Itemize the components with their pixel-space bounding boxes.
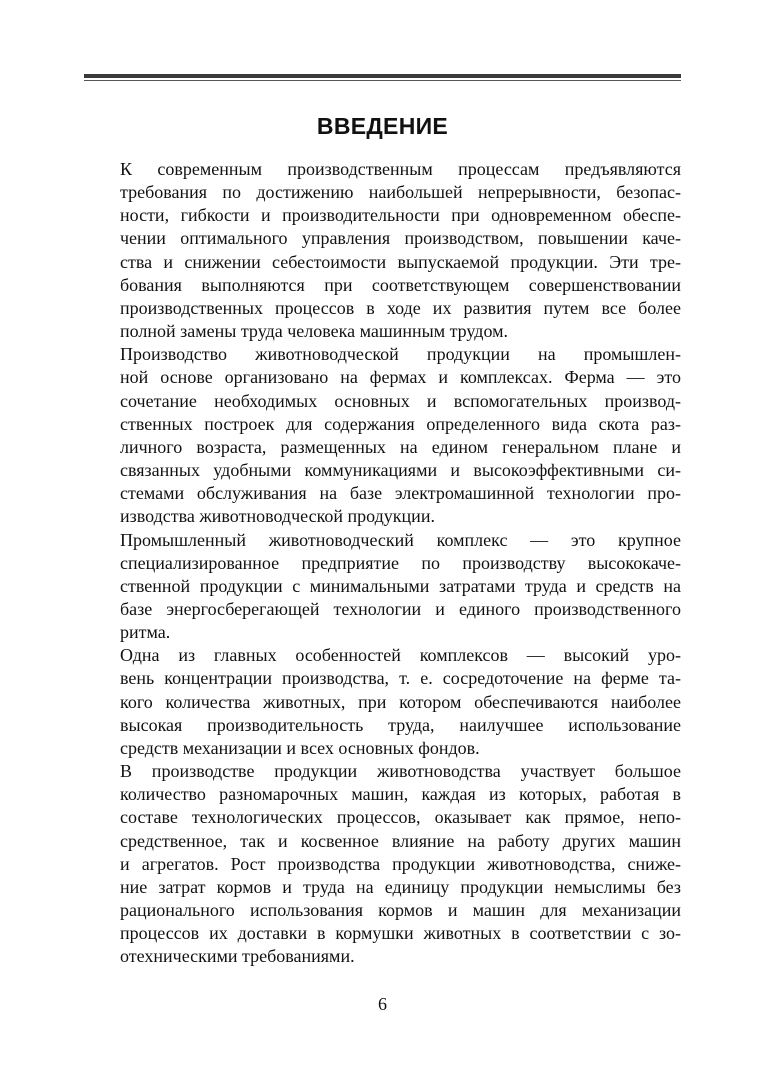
text-line: средств механизации и всех основных фондов. — [120, 737, 480, 758]
text-line: процессов их доставки в кормушки животных в соответствии с зо- — [120, 923, 681, 944]
paragraph-5 — [84, 760, 681, 968]
text-line: ности, гибкости и производительности при одновременном обеспе- — [120, 205, 681, 226]
text-line: ритма. — [120, 622, 171, 643]
text-line: ства и снижении себестоимости выпускаемой продукции. Эти тре- — [120, 251, 681, 272]
text-line: производственных процессов в ходе их развития путем все более — [120, 297, 681, 318]
text-line: изводства животноводческой продукции. — [120, 506, 435, 527]
text-line: ной основе организовано на фермах и комплексах. Ферма — это — [120, 367, 681, 388]
body-text — [84, 158, 681, 968]
text-line: Одна из главных особенностей комплексов — высокий уро- — [120, 645, 681, 666]
text-line: связанных удобными коммуникациями и высокоэффективными си- — [120, 460, 681, 481]
text-line: отехническими требованиями. — [120, 946, 355, 967]
text-line: К современным производственным процессам предъявляются — [120, 159, 681, 179]
header-rule-thick — [84, 74, 681, 78]
text-line: требования по достижению наибольшей непрерывности, безопас- — [120, 182, 681, 203]
text-line: сочетание необходимых основных и вспомогательных производ- — [120, 390, 681, 411]
paragraph-1 — [84, 158, 681, 343]
paragraph-2 — [84, 343, 681, 528]
text-line: ние затрат кормов и труда на единицу продукции немыслимы без — [120, 876, 681, 897]
text-line: В производстве продукции животноводства участвует большое — [120, 761, 681, 782]
text-line: и агрегатов. Рост производства продукции животноводства, сниже- — [120, 853, 681, 874]
text-line: ственных построек для содержания определенного вида скота раз- — [120, 413, 681, 434]
text-line: количество разномарочных машин, каждая из которых, работая в — [120, 784, 681, 805]
text-line: полной замены труда человека машинным трудом. — [120, 321, 509, 342]
text-line: вень концентрации производства, т. е. сосредоточение на ферме та- — [120, 668, 681, 689]
text-line: Производство животноводческой продукции на промышлен- — [120, 344, 681, 365]
text-line: ственной продукции с минимальными затратами труда и средств на — [120, 575, 681, 596]
paragraph-3 — [84, 529, 681, 645]
paragraph-4 — [84, 644, 681, 760]
text-line: базе энергосберегающей технологии и единого производственного — [120, 598, 681, 619]
page-number: 6 — [378, 994, 387, 1014]
text-line: Промышленный животноводческий комплекс — это крупное — [120, 529, 681, 550]
text-line: чении оптимального управления производством, повышении каче- — [120, 228, 681, 249]
text-line: составе технологических процессов, оказывает как прямое, непо- — [120, 807, 681, 828]
text-line: средственное, так и косвенное влияние на работу других машин — [120, 830, 681, 851]
text-line: кого количества животных, при котором обеспечиваются наиболее — [120, 691, 681, 712]
text-line: специализированное предприятие по производству высококаче- — [120, 552, 681, 573]
text-line: личного возраста, размещенных на едином генеральном плане и — [120, 436, 681, 457]
text-line: высокая производительность труда, наилучшее использование — [120, 714, 681, 735]
header-rule-thin — [84, 80, 681, 81]
section-heading: ВВЕДЕНИЕ — [316, 113, 449, 139]
text-line: бования выполняются при соответствующем совершенствовании — [120, 274, 681, 295]
text-line: стемами обслуживания на базе электромашинной технологии про- — [120, 483, 681, 504]
text-line: рационального использования кормов и машин для механизации — [120, 900, 681, 920]
